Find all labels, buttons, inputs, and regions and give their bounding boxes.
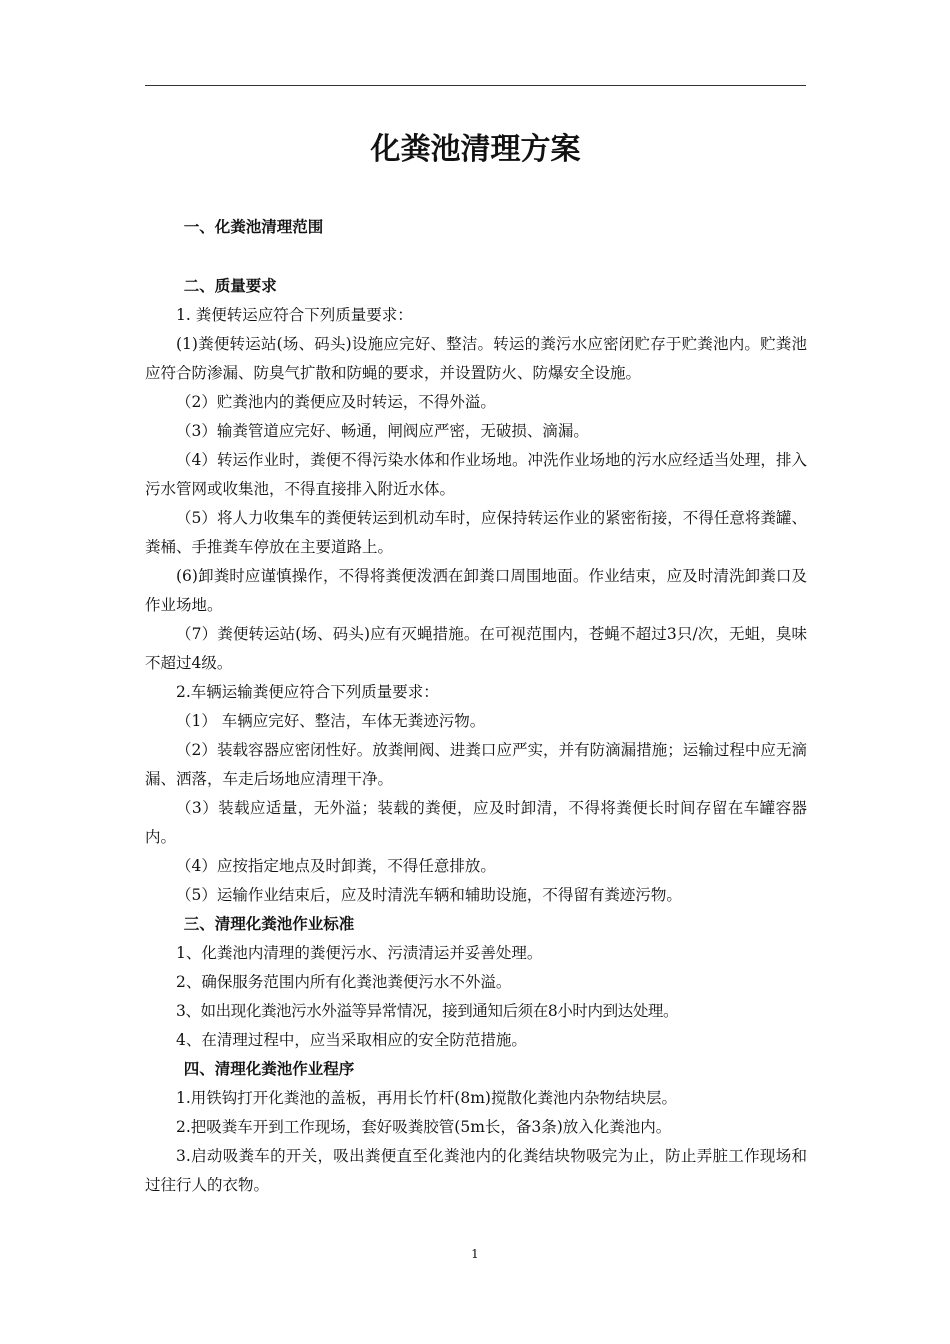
- body-paragraph: 1、化粪池内清理的粪便污水、污渍清运并妥善处理。: [176, 944, 543, 962]
- body-paragraph: （5）运输作业结束后，应及时清洗车辆和辅助设施，不得留有粪迹污物。: [176, 886, 682, 904]
- section-heading: 四、清理化粪池作业程序: [183, 1060, 355, 1078]
- body-paragraph: （4）转运作业时，粪便不得污染水体和作业场地。冲洗作业场地的污水应经适当处理，排入污水管网或收集池，不得直接排入附近水体。: [145, 451, 807, 498]
- body-paragraph: （2）贮粪池内的粪便应及时转运，不得外溢。: [176, 393, 496, 411]
- section-gap: [145, 242, 807, 272]
- body-paragraph: 3.启动吸粪车的开关，吸出粪便直至化粪池内的化粪结块物吸完为止，防止弄脏工作现场和过往行人的衣物。: [145, 1147, 807, 1194]
- body-paragraph: （3）输粪管道应完好、畅通，闸阀应严密，无破损、滴漏。: [176, 422, 589, 440]
- body-paragraph: (6)卸粪时应谨慎操作，不得将粪便泼洒在卸粪口周围地面。作业结束，应及时清洗卸粪口及作业场地。: [145, 567, 807, 614]
- section-heading: 二、质量要求: [183, 277, 277, 295]
- body-paragraph: （4）应按指定地点及时卸粪，不得任意排放。: [176, 857, 496, 875]
- section-heading: 一、化粪池清理范围: [183, 218, 324, 236]
- body-paragraph: 1.用铁钩打开化粪池的盖板，再用长竹杆(8m)搅散化粪池内杂物结块层。: [176, 1089, 677, 1107]
- body-paragraph: 4、在清理过程中，应当采取相应的安全防范措施。: [176, 1031, 527, 1049]
- document-body: [145, 213, 807, 1200]
- body-paragraph: 2.车辆运输粪便应符合下列质量要求：: [176, 683, 439, 701]
- header-rule: [145, 85, 806, 86]
- body-paragraph: 2.把吸粪车开到工作现场，套好吸粪胶管(5m长，备3条)放入化粪池内。: [176, 1118, 672, 1136]
- body-paragraph: 3、如出现化粪池污水外溢等异常情况，接到通知后须在8小时内到达处理。: [176, 1002, 679, 1020]
- body-paragraph: （7）粪便转运站(场、码头)应有灭蝇措施。在可视范围内，苍蝇不超过3只/次，无蛆，臭味不超过4级。: [145, 625, 807, 672]
- body-paragraph: （3）装载应适量，无外溢；装载的粪便，应及时卸清，不得将粪便长时间存留在车罐容器内。: [145, 799, 807, 846]
- body-paragraph: 1. 粪便转运应符合下列质量要求：: [176, 306, 413, 324]
- document-title: 化粪池清理方案: [370, 132, 581, 167]
- body-paragraph: （2）装载容器应密闭性好。放粪闸阀、进粪口应严实，并有防滴漏措施；运输过程中应无滴漏、洒落，车走后场地应清理干净。: [145, 741, 807, 788]
- section-heading: 三、清理化粪池作业标准: [183, 915, 355, 933]
- body-paragraph: 2、确保服务范围内所有化粪池粪便污水不外溢。: [176, 973, 512, 991]
- body-paragraph: (1)粪便转运站(场、码头)设施应完好、整洁。转运的粪污水应密闭贮存于贮粪池内。贮粪池应符合防渗漏、防臭气扩散和防蝇的要求，并设置防火、防爆安全设施。: [145, 335, 807, 382]
- body-paragraph: （5）将人力收集车的粪便转运到机动车时，应保持转运作业的紧密衔接，不得任意将粪罐、粪桶、手推粪车停放在主要道路上。: [145, 509, 807, 556]
- body-paragraph: （1） 车辆应完好、整洁，车体无粪迹污物。: [176, 712, 486, 730]
- page-number: 1: [471, 1247, 479, 1261]
